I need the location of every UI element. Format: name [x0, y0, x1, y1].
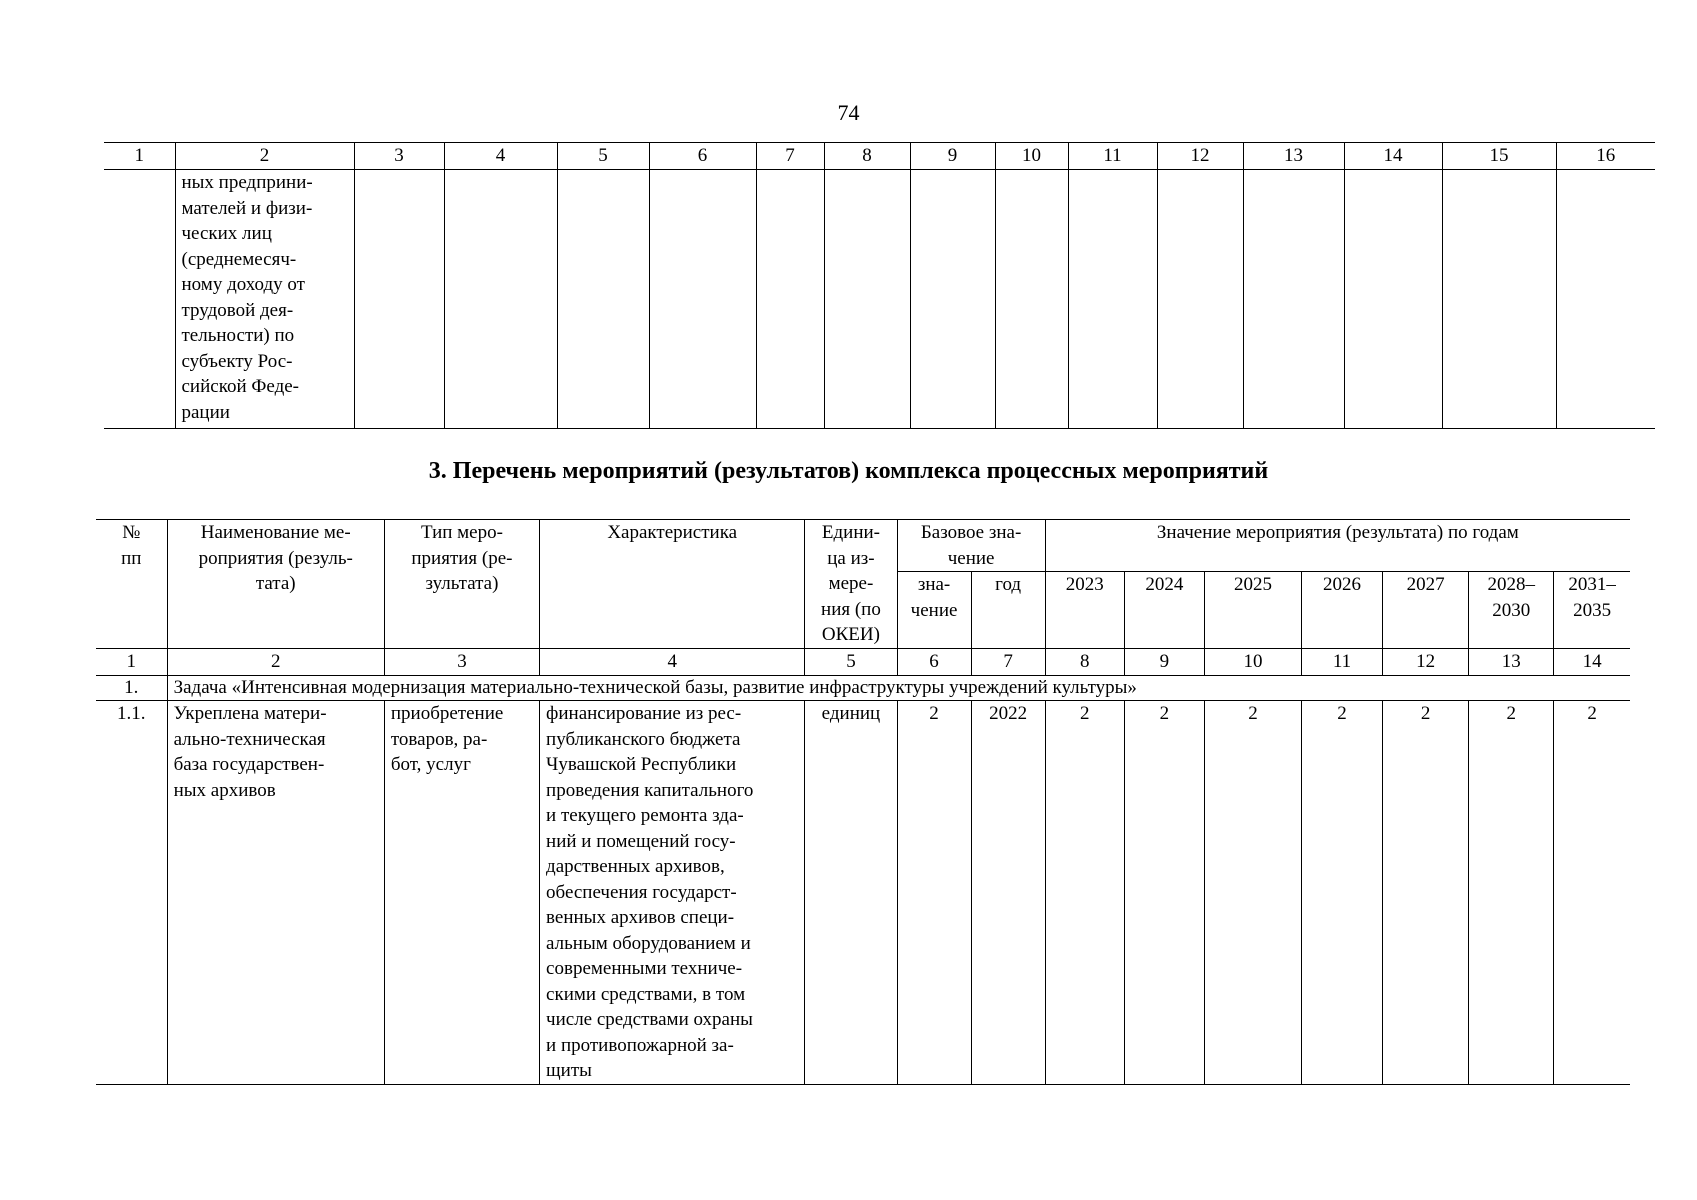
page-number: 74	[837, 100, 860, 125]
column-number: 10	[1204, 649, 1301, 676]
column-number: 7	[971, 649, 1045, 676]
year-value: 2	[1204, 701, 1301, 1085]
continued-indicator-text: ных предприни- мателей и физи- ческих лиц (среднемесяч- ному доходу от трудовой дея- тельности) по субъекту Рос- сийской Феде- рации	[175, 170, 354, 429]
header-year: 2031– 2035	[1554, 572, 1630, 649]
column-number: 6	[897, 649, 971, 676]
continuation-table	[104, 142, 1655, 429]
year-value: 2	[1469, 701, 1554, 1085]
header-base-year: год	[971, 572, 1045, 649]
measure-unit: единиц	[805, 701, 897, 1085]
header-base-value: Базовое зна- чение	[897, 520, 1045, 572]
section-title: 3. Перечень мероприятий (результатов) комплекса процессных мероприятий	[428, 458, 1269, 484]
year-value: 2	[1383, 701, 1469, 1085]
column-number: 2	[175, 143, 354, 170]
header-year: 2024	[1124, 572, 1204, 649]
column-number: 11	[1068, 143, 1157, 170]
header-year: 2023	[1045, 572, 1124, 649]
column-number: 14	[1344, 143, 1442, 170]
base-value: 2	[897, 701, 971, 1085]
task-text: Задача «Интенсивная модернизация материально-технической базы, развитие инфраструктуры учреждений культуры»	[167, 676, 1630, 701]
column-number: 4	[444, 143, 557, 170]
column-number: 1	[104, 143, 175, 170]
header-type: Тип меро- приятия (ре- зультата)	[384, 520, 539, 649]
header-row	[96, 520, 1630, 572]
column-number: 8	[824, 143, 910, 170]
header-year: 2028– 2030	[1469, 572, 1554, 649]
column-number: 10	[995, 143, 1068, 170]
year-value: 2	[1302, 701, 1383, 1085]
column-number: 9	[910, 143, 995, 170]
column-number: 2	[167, 649, 384, 676]
header-year: 2027	[1383, 572, 1469, 649]
column-number: 15	[1442, 143, 1556, 170]
year-value: 2	[1124, 701, 1204, 1085]
column-number: 6	[649, 143, 756, 170]
table-row	[96, 701, 1630, 1085]
column-number: 16	[1556, 143, 1655, 170]
column-number: 3	[384, 649, 539, 676]
row-number: 1.1.	[96, 701, 167, 1085]
task-number: 1.	[96, 676, 167, 701]
header-num: № пп	[96, 520, 167, 649]
measure-type: приобретение товаров, ра- бот, услуг	[384, 701, 539, 1085]
header-base-value-sub: зна- чение	[897, 572, 971, 649]
column-number: 9	[1124, 649, 1204, 676]
column-number: 11	[1302, 649, 1383, 676]
column-number: 12	[1157, 143, 1243, 170]
column-number: 3	[354, 143, 444, 170]
column-number: 8	[1045, 649, 1124, 676]
header-year: 2026	[1302, 572, 1383, 649]
header-name: Наименование ме- роприятия (резуль- тата)	[167, 520, 384, 649]
base-year: 2022	[971, 701, 1045, 1085]
header-unit: Едини- ца из- мере- ния (по ОКЕИ)	[805, 520, 897, 649]
table-row	[104, 170, 1655, 429]
header-year: 2025	[1204, 572, 1301, 649]
column-number: 13	[1243, 143, 1344, 170]
column-number: 14	[1554, 649, 1630, 676]
year-value: 2	[1554, 701, 1630, 1085]
column-number: 1	[96, 649, 167, 676]
header-years-group: Значение мероприятия (результата) по годам	[1045, 520, 1630, 572]
column-number: 12	[1383, 649, 1469, 676]
task-row	[96, 676, 1630, 701]
column-number: 13	[1469, 649, 1554, 676]
measure-characteristic: финансирование из рес- публиканского бюджета Чувашской Республики проведения капитального и текущего ремонта зда- ний и помещений госу- дарственных архивов, обеспечения государст- венных архивов специ- альным оборудованием и современными техниче- скими средствами, в том числе средствами охраны и противопожарной за- щиты	[540, 701, 805, 1085]
column-number-row	[96, 649, 1630, 676]
measures-table	[96, 519, 1630, 1085]
column-number-row	[104, 143, 1655, 170]
column-number: 5	[557, 143, 649, 170]
column-number: 7	[756, 143, 824, 170]
header-characteristic: Характеристика	[540, 520, 805, 649]
column-number: 4	[540, 649, 805, 676]
year-value: 2	[1045, 701, 1124, 1085]
column-number: 5	[805, 649, 897, 676]
measure-name: Укреплена матери- ально-техническая база государствен- ных архивов	[167, 701, 384, 1085]
